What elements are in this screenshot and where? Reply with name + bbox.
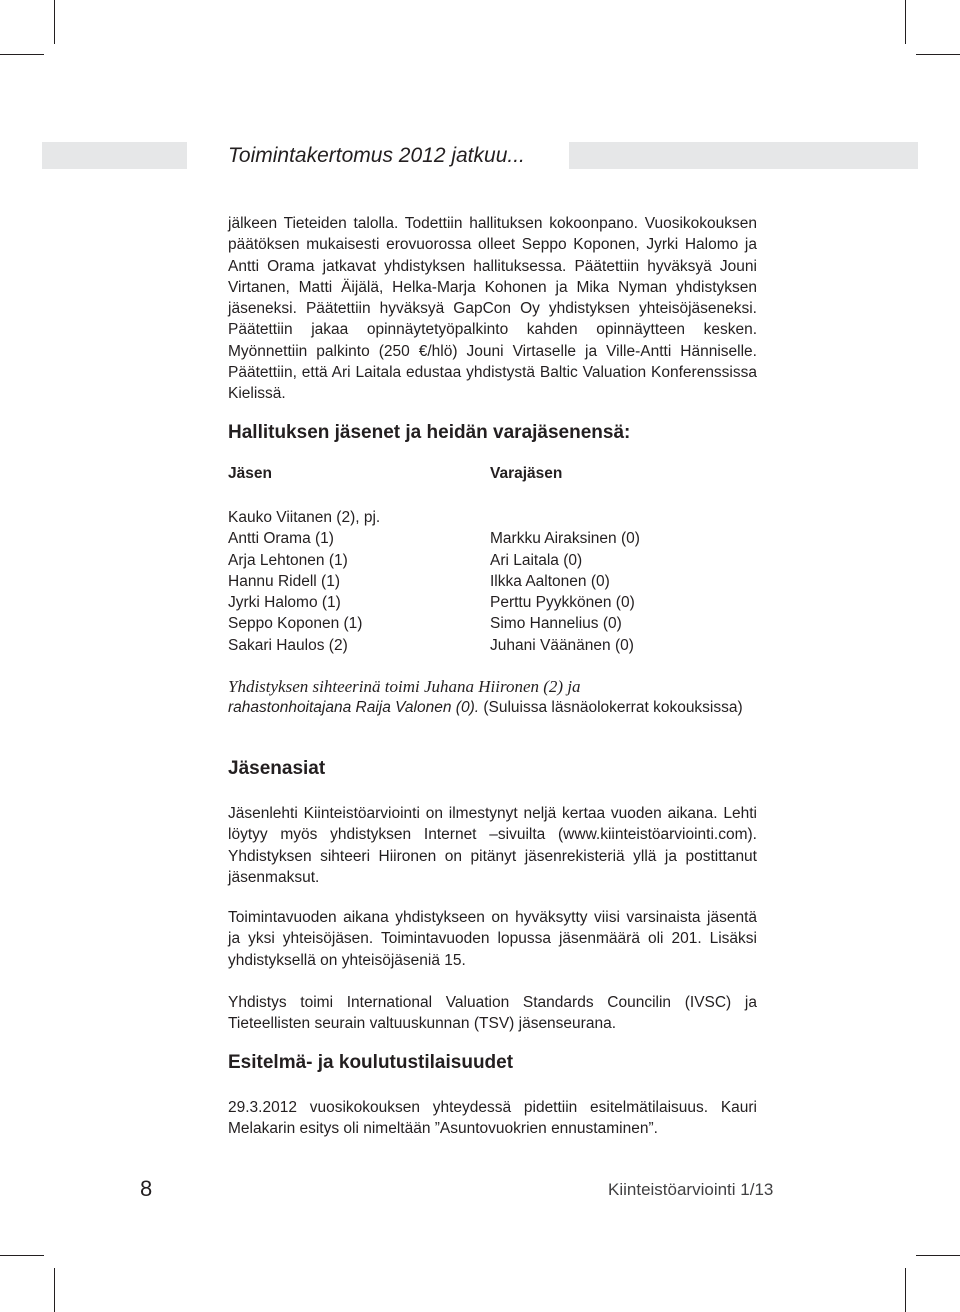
- membership-paragraph-2: Toimintavuoden aikana yhdistykseen on hyväksytty viisi varsinaista jäsentä ja yksi yhteisöjäsen. Toimintavuoden lopussa jäsenmäärä oli 201. Lisäksi yhdistyksellä on yhteisöjäseniä 15.: [228, 909, 757, 969]
- header-band-right: [569, 142, 918, 169]
- member-name: Arja Lehtonen (1): [228, 551, 348, 569]
- membership-section-3: [228, 992, 757, 1035]
- treasurer-text: rahastonhoitajana Raija Valonen (0).: [228, 699, 480, 717]
- events-section: [228, 1097, 757, 1140]
- officers-note-line-2: [228, 697, 788, 718]
- member-name: Kauko Viitanen (2), pj.: [228, 509, 381, 526]
- board-row: [228, 550, 757, 571]
- column-header-deputy: Varajäsen: [490, 465, 563, 482]
- member-name: Seppo Koponen (1): [228, 615, 363, 633]
- header-band-left: [42, 142, 187, 169]
- board-heading: Hallituksen jäsenet ja heidän varajäsenensä:: [228, 422, 631, 443]
- deputy-name: Markku Airaksinen (0): [490, 530, 640, 548]
- deputy-name: Perttu Pyykkönen (0): [490, 594, 635, 612]
- board-row: [228, 635, 757, 656]
- board-row: [228, 613, 757, 634]
- crop-mark: [54, 1268, 55, 1312]
- attendance-note: (Suluissa läsnäolokerrat kokouksissa): [479, 699, 743, 717]
- membership-paragraph-1: Jäsenlehti Kiinteistöarviointi on ilmestynyt neljä kertaa vuoden aikana. Lehti löytyy myös yhdistyksen Internet –sivuilta (www.kiinteistöarviointi.com). Yhdistyksen sihteeri Hiironen on pitänyt jäsenrekisteriä yllä ja postittanut jäsenmaksut.: [228, 805, 757, 886]
- board-row: [228, 571, 757, 592]
- intro-section: [228, 213, 757, 405]
- crop-mark: [905, 1268, 906, 1312]
- running-title: Toimintakertomus 2012 jatkuu...: [228, 144, 525, 167]
- membership-section-2: [228, 907, 757, 971]
- crop-mark: [54, 0, 55, 44]
- deputy-name: Ari Laitala (0): [490, 551, 583, 569]
- board-members-list: [228, 507, 757, 656]
- deputy-name: Simo Hannelius (0): [490, 615, 622, 633]
- deputy-name: Juhani Väänänen (0): [490, 636, 634, 654]
- crop-mark: [905, 0, 906, 44]
- member-name: Hannu Ridell (1): [228, 572, 340, 590]
- board-row: [228, 528, 757, 549]
- column-header-member: Jäsen: [228, 465, 272, 482]
- membership-heading: Jäsenasiat: [228, 758, 326, 779]
- intro-paragraph: jälkeen Tieteiden talolla. Todettiin hallituksen kokoonpano. Vuosikokouksen päätöksen mukaisesti erovuorossa olleet Seppo Koponen, Jyrki Halomo ja Antti Orama jatkavat yhdistyksen hallituksessa. Päätettiin hyväksyä Jouni Virtanen, Matti Äijälä, Helka-Marja Kohonen ja Mika Nyman yhdistyksen jäseneksi. Päätettiin hyväksyä GapCon Oy yhdistyksen yhteisöjäseneksi. Päätettiin jakaa opinnäytetyöpalkinto kahden opinnäytteen kesken. Myönnettiin palkinto (250 €/hlö) Jouni Virtaselle ja Ville-Antti Hänniselle. Päätettiin, että Ari Laitala edustaa yhdistystä Baltic Valuation Konferenssissa Kielissä.: [228, 215, 757, 403]
- membership-section: [228, 803, 757, 888]
- crop-mark: [916, 1255, 960, 1256]
- member-name: Antti Orama (1): [228, 530, 334, 548]
- publication-title: Kiinteistöarviointi 1/13: [608, 1180, 774, 1199]
- events-heading: Esitelmä- ja koulutustilaisuudet: [228, 1052, 514, 1073]
- events-paragraph: 29.3.2012 vuosikokouksen yhteydessä pidettiin esitelmätilaisuus. Kauri Melakarin esitys oli nimeltään ”Asuntovuokrien ennustaminen”.: [228, 1099, 757, 1138]
- board-row: [228, 507, 757, 528]
- officers-note-line-1: Yhdistyksen sihteerinä toimi Juhana Hiironen (2) ja: [228, 677, 581, 696]
- officers-note: [228, 676, 788, 719]
- board-row: [228, 592, 757, 613]
- page-number: 8: [140, 1176, 153, 1201]
- crop-mark: [0, 1255, 44, 1256]
- deputy-name: Ilkka Aaltonen (0): [490, 572, 610, 590]
- member-name: Jyrki Halomo (1): [228, 594, 341, 612]
- membership-paragraph-3: Yhdistys toimi International Valuation Standards Councilin (IVSC) ja Tieteellisten seurain valtuuskunnan (TSV) jäsenseurana.: [228, 994, 757, 1033]
- crop-mark: [916, 54, 960, 55]
- member-name: Sakari Haulos (2): [228, 636, 348, 654]
- crop-mark: [0, 54, 44, 55]
